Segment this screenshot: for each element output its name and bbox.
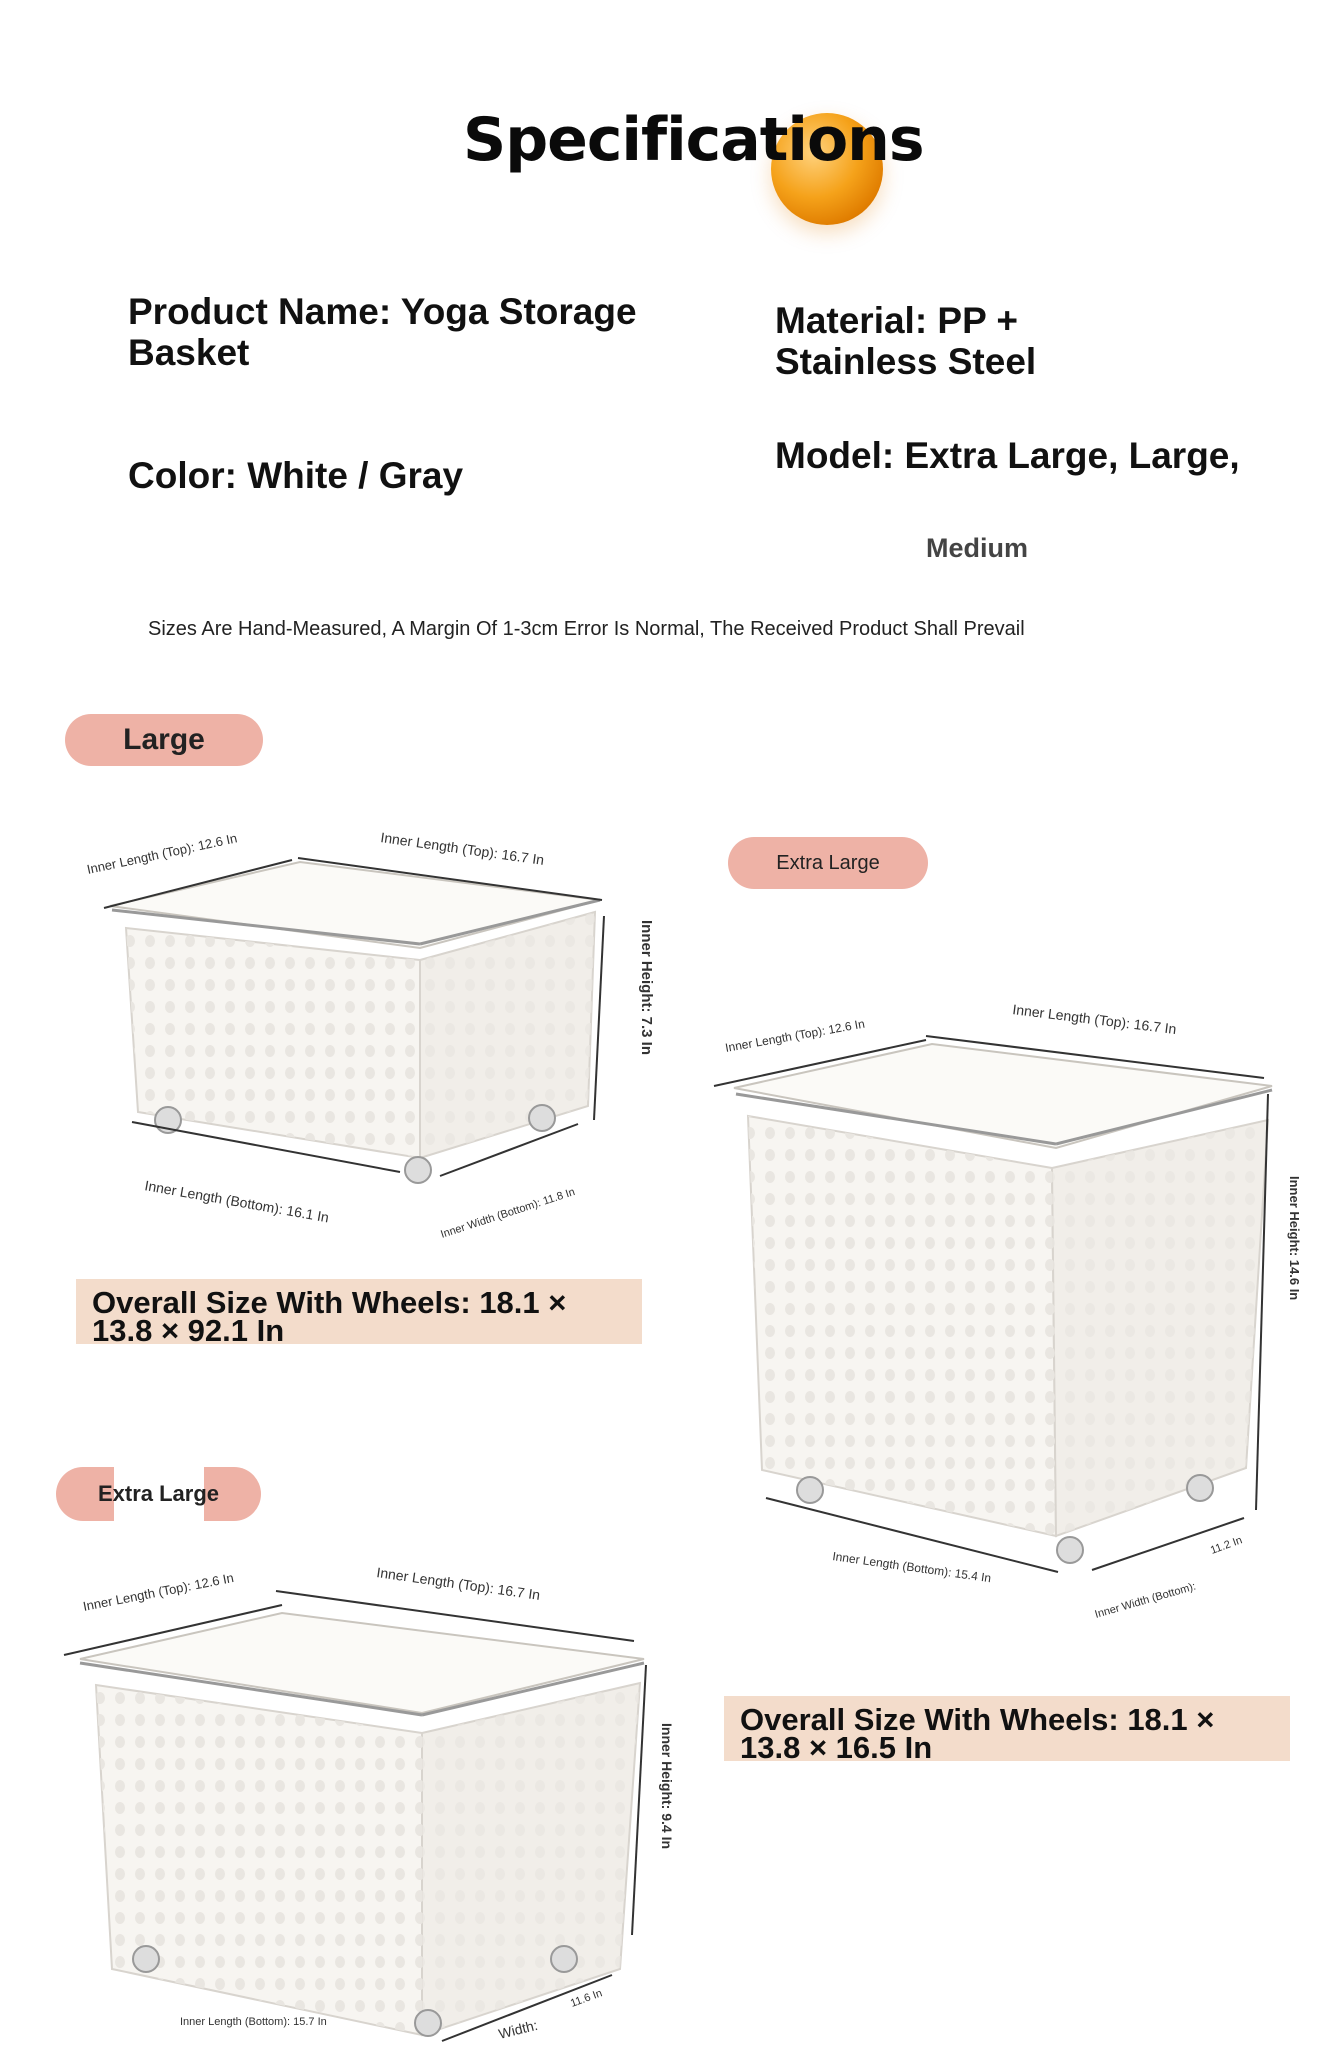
extra-large-basket-illustration-left	[50, 1555, 690, 2048]
color: Color: White / Gray	[128, 455, 464, 496]
xl-right-inner-length-top-b: Inner Length (Top): 16.7 In	[1011, 1001, 1178, 1038]
size-tag-extra-large-right-label: Extra Large	[776, 851, 880, 874]
xl-left-inner-width-label: Width:	[496, 2016, 540, 2042]
large-inner-height: Inner Height: 7.3 In	[638, 920, 655, 1056]
model: Model: Extra Large, Large,	[775, 435, 1240, 476]
xl-left-inner-length-bottom: Inner Length (Bottom): 15.7 In	[180, 2016, 327, 2028]
size-tag-extra-large-left-label: Extra Large	[97, 1481, 220, 1506]
xl-right-inner-width-bottom-label: Inner Width (Bottom):	[1093, 1580, 1198, 1621]
xl-overall-size: Overall Size With Wheels: 18.1 × 13.8 × 16.5 In	[724, 1696, 1290, 1761]
xl-right-inner-height: Inner Height: 14.6 In	[1287, 1176, 1302, 1301]
xl-left-inner-length-top-a: Inner Length (Top): 12.6 In	[81, 1569, 235, 1614]
xl-left-inner-height: Inner Height: 9.4 In	[659, 1723, 675, 1850]
large-overall-size: Overall Size With Wheels: 18.1 × 13.8 × 92.1 In	[76, 1279, 642, 1344]
size-tag-extra-large-right	[728, 837, 928, 889]
large-basket-illustration	[60, 820, 680, 1260]
specifications-header	[445, 95, 924, 215]
size-tag-large	[65, 714, 263, 766]
xl-right-inner-width-bottom-value: 11.2 In	[1208, 1534, 1244, 1557]
xl-left-inner-width-value: 11.6 In	[568, 1987, 604, 2010]
large-inner-length-top-b: Inner Length (Top): 16.7 In	[379, 829, 546, 868]
measurement-note: Sizes Are Hand-Measured, A Margin Of 1-3cm Error Is Normal, The Received Product Shall Prevail	[148, 618, 1025, 640]
xl-right-inner-length-bottom: Inner Length (Bottom): 15.4 In	[831, 1549, 993, 1586]
size-tag-extra-large-left	[56, 1467, 261, 1521]
page-title: Specifications	[463, 105, 924, 175]
large-inner-width-bottom: Inner Width (Bottom): 11.8 In	[439, 1186, 577, 1241]
size-tag-large-label: Large	[123, 723, 205, 756]
xl-left-inner-length-top-b: Inner Length (Top): 16.7 In	[375, 1564, 542, 1603]
large-inner-length-top-a: Inner Length (Top): 12.6 In	[85, 830, 239, 877]
extra-large-basket-illustration-right	[700, 990, 1320, 1650]
product-name: Product Name: Yoga Storage Basket	[128, 291, 637, 373]
large-inner-length-bottom: Inner Length (Bottom): 16.1 In	[143, 1177, 331, 1226]
xl-right-inner-length-top-a: Inner Length (Top): 12.6 In	[724, 1016, 866, 1055]
model-medium: Medium	[926, 533, 1029, 563]
material: Material: PP + Stainless Steel	[775, 300, 1037, 382]
